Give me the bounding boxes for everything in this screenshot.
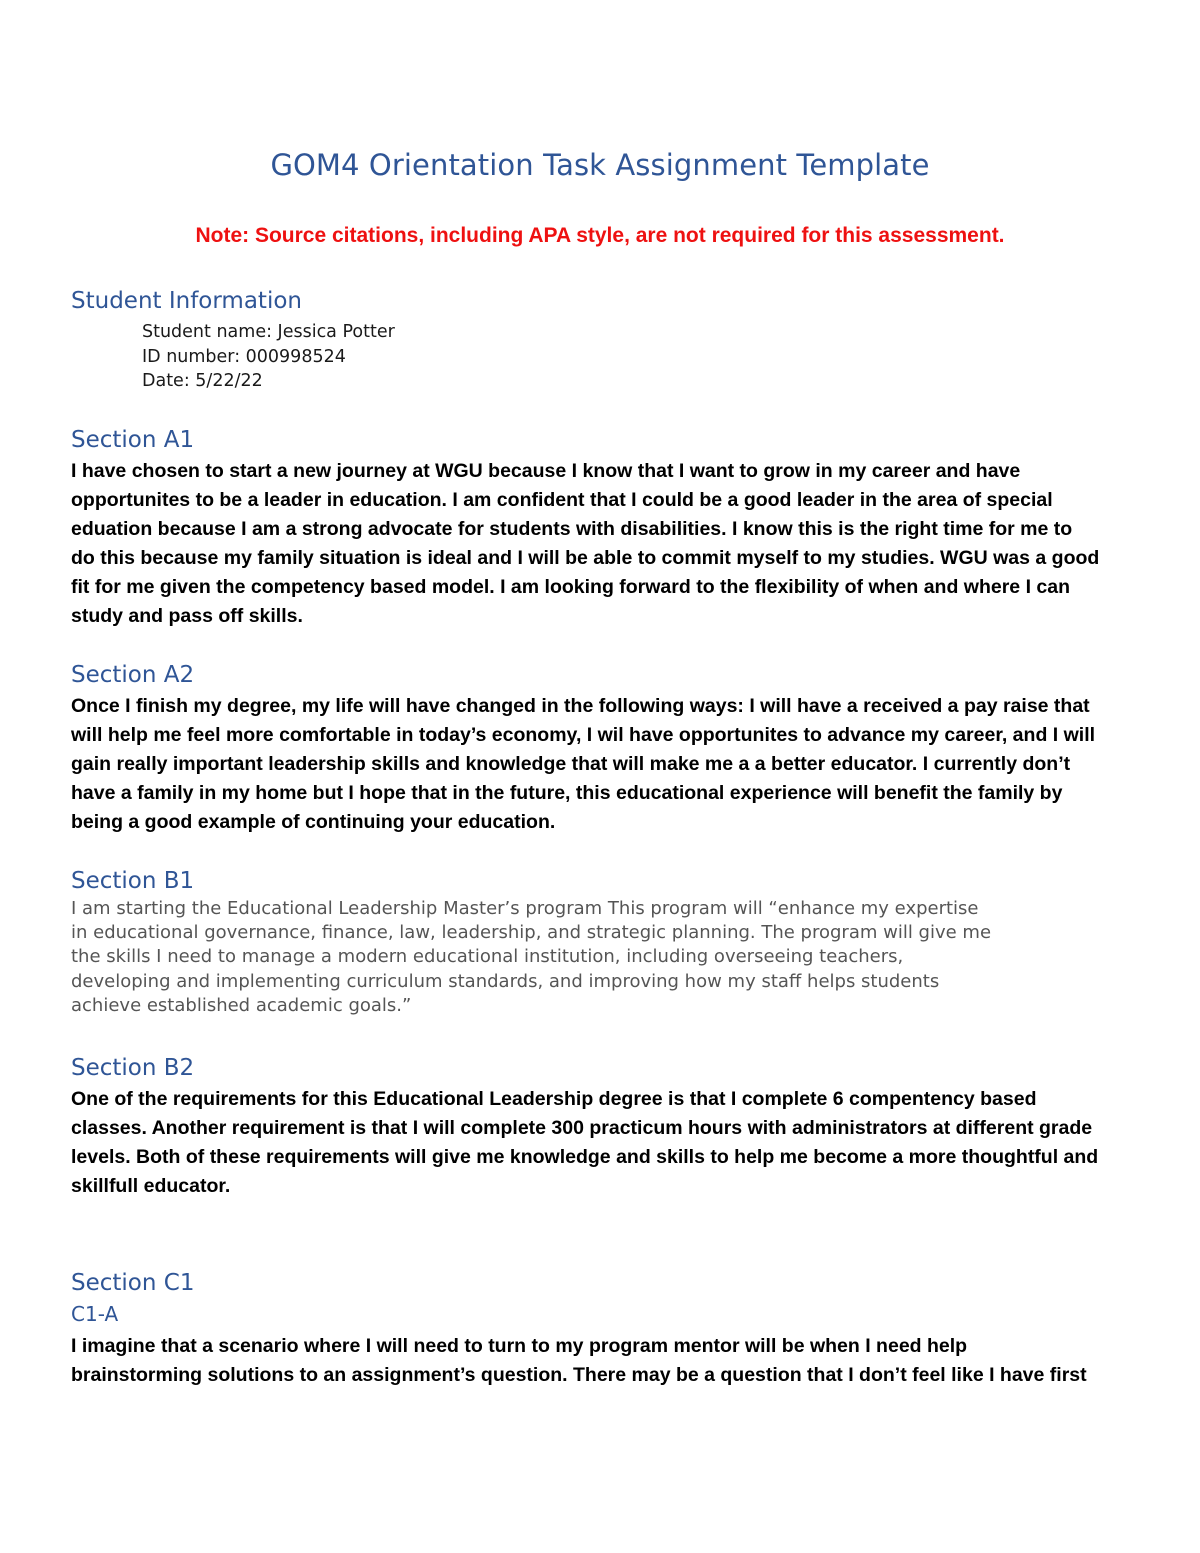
- section-a1-line: eduation because I am a strong advocate for students with disabilities. I know this is the right time for me to: [71, 518, 1073, 540]
- section-b1-line: the skills I need to manage a modern educational institution, including overseeing teachers,: [71, 946, 904, 968]
- section-a2-heading: Section A2: [71, 662, 195, 688]
- section-b2-heading: Section B2: [71, 1055, 195, 1081]
- section-a1-heading: Section A1: [71, 427, 195, 453]
- student-info-block: [142, 320, 395, 394]
- section-a2-line: have a family in my home but I hope that in the future, this educational experience will benefit the family by: [71, 782, 1063, 804]
- section-b2-line: levels. Both of these requirements will give me knowledge and skills to help me become a more thoughtful and: [71, 1146, 1099, 1168]
- section-a1-body: [71, 457, 1141, 631]
- student-id-line: ID number: 000998524: [142, 346, 346, 367]
- section-b1-line: achieve established academic goals.”: [71, 994, 412, 1016]
- section-c1-heading: Section C1: [71, 1270, 195, 1296]
- section-a2-body: [71, 692, 1141, 837]
- section-a1-line: opportunites to be a leader in education. I am confident that I could be a good leader in the area of special: [71, 489, 1053, 511]
- section-b1-line: developing and implementing curriculum standards, and improving how my staff helps students: [71, 970, 940, 992]
- section-a2-line: will help me feel more comfortable in today’s economy, I wil have opportunites to advance my career, and I will: [71, 724, 1096, 746]
- section-a2-line: Once I finish my degree, my life will have changed in the following ways: I will have a received a pay raise that: [71, 695, 1090, 717]
- section-c1-line: I imagine that a scenario where I will need to turn to my program mentor will be when I need help: [71, 1335, 968, 1357]
- assessment-note: Note: Source citations, including APA style, are not required for this assessment.: [195, 224, 1005, 247]
- student-date-line: Date: 5/22/22: [142, 371, 263, 391]
- section-a1-line: I have chosen to start a new journey at WGU because I know that I want to grow in my career and have: [71, 460, 1021, 482]
- section-b1-body: [71, 897, 1141, 1018]
- section-b1-line: I am starting the Educational Leadership Master’s program This program will “enhance my expertise: [71, 898, 979, 919]
- section-b2-body: [71, 1085, 1141, 1201]
- section-c1-line: brainstorming solutions to an assignment’s question. There may be a question that I don’t feel like I have first: [71, 1364, 1087, 1386]
- section-c1-body: [71, 1332, 1141, 1390]
- section-b1-line: in educational governance, finance, law, leadership, and strategic planning. The program will give me: [71, 922, 992, 944]
- section-a1-line: do this because my family situation is ideal and I will be able to commit myself to my studies. WGU was a good: [71, 547, 1100, 569]
- section-b2-line: One of the requirements for this Educational Leadership degree is that I complete 6 compentency based: [71, 1088, 1037, 1110]
- document-title: GOM4 Orientation Task Assignment Template: [270, 148, 930, 182]
- student-name-line: Student name: Jessica Potter: [142, 322, 395, 342]
- section-a2-line: being a good example of continuing your education.: [71, 811, 556, 833]
- section-b2-line: classes. Another requirement is that I will complete 300 practicum hours with administrators at different grade: [71, 1117, 1093, 1139]
- student-info-heading: Student Information: [71, 288, 302, 314]
- section-a1-line: study and pass off skills.: [71, 605, 303, 627]
- section-a2-line: gain really important leadership skills and knowledge that will make me a a better educator. I currently don’t: [71, 753, 1071, 775]
- section-b1-heading: Section B1: [71, 868, 195, 894]
- section-a1-line: fit for me given the competency based model. I am looking forward to the flexibility of when and where I can: [71, 576, 1071, 598]
- section-b2-line: skillfull educator.: [71, 1175, 231, 1197]
- section-c1a-subheading: C1-A: [71, 1302, 119, 1326]
